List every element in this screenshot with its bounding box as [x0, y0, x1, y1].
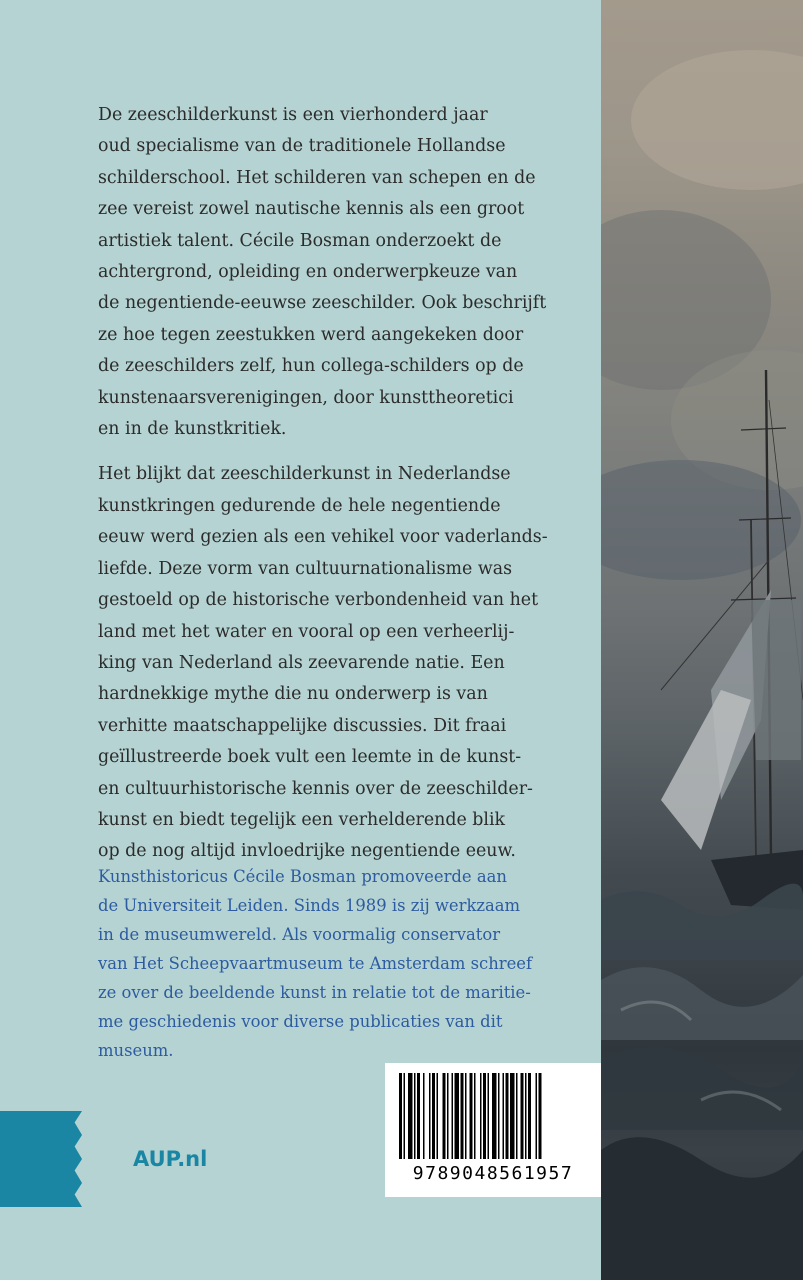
barcode-bar	[480, 1073, 482, 1159]
barcode-bar	[429, 1073, 431, 1159]
barcode-bar	[498, 1073, 500, 1159]
barcode-bar	[516, 1073, 518, 1159]
barcode-bar	[521, 1073, 524, 1159]
barcode-bar	[503, 1073, 505, 1159]
barcode-bar	[432, 1073, 435, 1159]
isbn-number: 9789048561957	[412, 1163, 574, 1184]
barcode-bar	[483, 1073, 486, 1159]
barcode-bar	[528, 1073, 531, 1159]
barcode-bar	[492, 1073, 497, 1159]
barcode-bar	[536, 1073, 538, 1159]
barcode-bar	[461, 1073, 464, 1159]
barcode-bar	[447, 1073, 449, 1159]
barcode-bar	[443, 1073, 446, 1159]
barcode-bar	[399, 1073, 402, 1159]
barcode-bar	[525, 1073, 527, 1159]
barcode-bar	[506, 1073, 509, 1159]
ship-painting-art	[601, 0, 803, 1280]
barcode-bar	[423, 1073, 425, 1159]
barcode-bar	[404, 1073, 406, 1159]
barcode-bar	[408, 1073, 413, 1159]
barcode-bar	[417, 1073, 420, 1159]
isbn-barcode	[385, 1063, 601, 1197]
barcode-bar	[465, 1073, 467, 1159]
blurb	[98, 100, 564, 868]
publisher-tab-decoration	[0, 1111, 82, 1207]
barcode-bar	[539, 1073, 542, 1159]
barcode-bar	[474, 1073, 476, 1159]
barcode-bar	[488, 1073, 490, 1159]
author-bio: Kunsthistoricus Cécile Bosman promoveerde aan de Universiteit Leiden. Sinds 1989 is zij werkzaam in de museumwereld. Als voormalig conservator van Het Scheepvaartmuseum te Amsterdam schreef ze over de beeldende kunst in relatie tot de maritie- me geschiedenis voor diverse publicaties van dit museum.	[98, 867, 533, 1060]
barcode-bars	[397, 1073, 589, 1161]
barcode-bar	[437, 1073, 439, 1159]
barcode-bar	[510, 1073, 515, 1159]
barcode-bar	[470, 1073, 473, 1159]
seascape-painting	[601, 0, 803, 1280]
publisher-url: AUP.nl	[133, 1147, 208, 1171]
barcode-bar	[452, 1073, 454, 1159]
barcode-bar	[455, 1073, 460, 1159]
blurb-paragraph-2: Het blijkt dat zeeschilderkunst in Nederlandse kunstkringen gedurende de hele negentiende eeuw werd gezien als een vehikel voor vaderlands- liefde. Deze vorm van cultuurnationalisme was gestoeld op de historische verbondenheid van het land met het water en vooral op een verheerlij- king van Nederland als zeevarende natie. Een hardnekkige mythe die nu onderwerp is van verhitte maatschappelijke discussies. Dit fraai geïllustreerde boek vult een leemte in de kunst- en cultuurhistorische kennis over de zeeschilder- kunst en biedt tegelijk een verhelderende blik op de nog altijd invloedrijke negentiende eeuw.	[98, 464, 548, 862]
blurb-paragraph-1: De zeeschilderkunst is een vierhonderd jaar oud specialisme van de traditionele Hollandse schilderschool. Het schilderen van schepen en de zee vereist zowel nautische kennis als een groot artistiek talent. Cécile Bosman onderzoekt de achtergrond, opleiding en onderwerpkeuze van de negentiende-eeuwse zeeschilder. Ook beschrijft ze hoe tegen zeestukken werd aangekeken door de zeeschilders zelf, hun collega-schilders op de kunstenaarsverenigingen, door kunsttheoretici en in de kunstkritiek.	[98, 105, 547, 440]
barcode-bar	[414, 1073, 416, 1159]
